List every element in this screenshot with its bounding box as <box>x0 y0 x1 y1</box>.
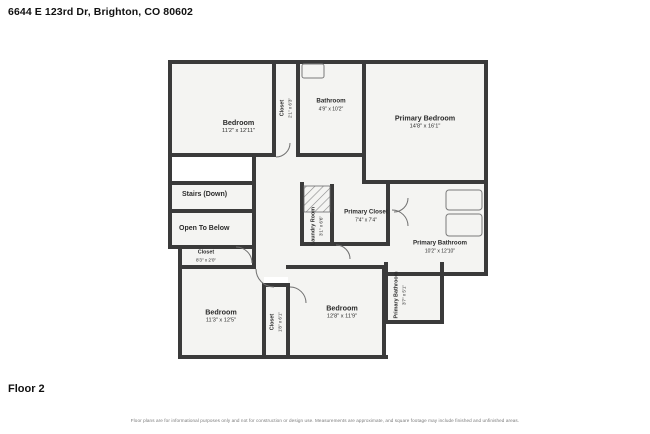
room-dimensions: 10'2" x 12'10" <box>424 248 456 255</box>
room-dimensions: 2'1" x 6'3" <box>287 97 293 119</box>
room-dimensions: 11'2" x 12'11" <box>222 128 255 134</box>
room-dimensions: 11'3" x 12'5" <box>205 317 237 324</box>
room-name: Closet <box>197 249 215 256</box>
room-name: Bedroom <box>205 307 237 317</box>
room-name: Bedroom <box>222 118 255 127</box>
feature-label-open-to-below: Open To Below <box>179 225 230 232</box>
stairs-hatch <box>304 186 330 212</box>
room-dimensions: 3'1" x 6'6" <box>318 215 324 237</box>
floor-label: Floor 2 <box>8 383 45 395</box>
room-dimensions: 7'4" x 7'4" <box>355 217 377 224</box>
room-name: Bathroom <box>316 97 346 105</box>
room-dimensions: 3'7" x 5'1" <box>401 284 407 306</box>
room-name: Primary Bedroom <box>394 113 456 123</box>
room-name: Primary Bathroom <box>393 271 400 319</box>
room-name: Closet <box>279 99 286 117</box>
room-name: Primary Bathroom <box>413 239 467 247</box>
room-dimensions: 4'9" x 10'2" <box>318 106 344 113</box>
room-name: Primary Closet <box>344 208 388 216</box>
room-name: Laundry Room <box>310 206 317 246</box>
room-dimensions: 1'8" x 6'1" <box>277 311 283 333</box>
room-dimensions: 8'3" x 2'0" <box>195 257 217 263</box>
feature-label-stairs: Stairs (Down) <box>182 191 228 198</box>
room-name: Bedroom <box>326 303 358 313</box>
disclaimer-text: Floor plans are for informational purposes only and not for construction or design use. Measurements are approximate, and square footage may include finished and unfinished areas. <box>130 418 520 423</box>
room-dimensions: 14'8" x 16'1" <box>409 123 441 130</box>
room-dimensions: 12'8" x 11'9" <box>326 313 358 320</box>
room-name: Closet <box>269 313 276 331</box>
page-title: 6644 E 123rd Dr, Brighton, CO 80602 <box>8 6 193 18</box>
